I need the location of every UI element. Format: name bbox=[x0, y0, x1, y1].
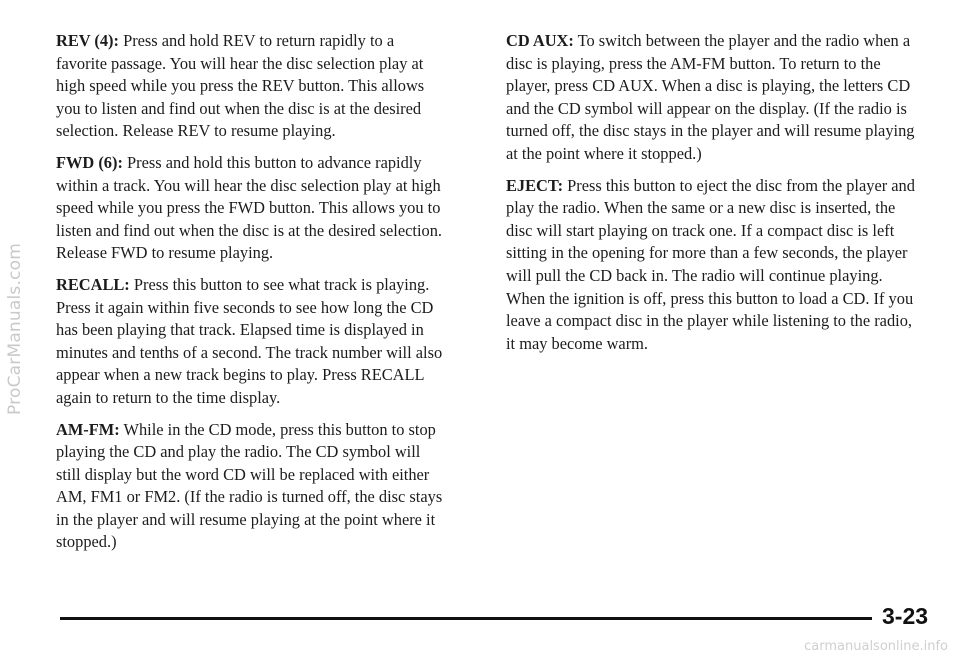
paragraph-rev bbox=[56, 30, 448, 143]
text-am-fm: While in the CD mode, press this button to stop playing the CD and play the radio. The CD symbol will still display but the word CD will be replaced with either AM, FM1 or FM2. (If the radio is turned off, the disc stays in the player and will resume playing at the point where it stopped.) bbox=[56, 419, 443, 552]
footer-rule bbox=[60, 617, 872, 620]
paragraph-am-fm bbox=[56, 419, 448, 555]
footer-site-watermark: carmanualsonline.info bbox=[804, 639, 948, 654]
left-column bbox=[56, 30, 448, 563]
side-watermark bbox=[2, 0, 28, 658]
text-recall: Press this button to see what track is playing. Press it again within five seconds to see how long the CD has been playing that track. Elapsed time is displayed in minutes and tenths of a second. The track number will also appear when a new track begins to play. Press RECALL again to return to the time display. bbox=[56, 274, 443, 407]
term-cd-aux: CD AUX: bbox=[506, 31, 574, 50]
paragraph-fwd bbox=[56, 152, 448, 265]
text-eject: Press this button to eject the disc from the player and play the radio. When the same or a new disc is inserted, the disc will start playing on track one. If a compact disc is left sitting in the opening for more than a few seconds, the player will pull the CD back in. The radio will continue playing. When the ignition is off, press this button to load a CD. If you leave a compact disc in the player while listening to the radio, it may become warm. bbox=[506, 175, 915, 353]
paragraph-cd-aux bbox=[506, 30, 920, 166]
term-recall: RECALL: bbox=[56, 274, 130, 294]
text-fwd: Press and hold this button to advance rapidly within a track. You will hear the disc selection play at high speed while you press the FWD button. This allows you to listen and find out when the disc is at the desired selection. Release FWD to resume playing. bbox=[56, 152, 442, 263]
watermark-text: ProCarManuals.com bbox=[5, 243, 25, 415]
paragraph-recall bbox=[56, 274, 448, 410]
term-eject: EJECT: bbox=[506, 175, 564, 195]
term-fwd: FWD (6): bbox=[56, 152, 123, 172]
page-number: 3-23 bbox=[882, 603, 929, 629]
paragraph-eject bbox=[506, 175, 920, 356]
text-cd-aux: To switch between the player and the radio when a disc is playing, press the AM-FM button. To return to the player, press CD AUX. When a disc is playing, the letters CD and the CD symbol will appear on the display. (If the radio is turned off, the disc stays in the player and will resume playing at the point where it stopped.) bbox=[506, 31, 915, 163]
right-column bbox=[506, 30, 920, 364]
term-am-fm: AM-FM: bbox=[56, 419, 120, 439]
term-rev: REV (4): bbox=[56, 31, 119, 50]
text-rev: Press and hold REV to return rapidly to a favorite passage. You will hear the disc selection play at high speed while you press the REV button. This allows you to listen and find out when the disc is at the desired selection. Release REV to resume playing. bbox=[56, 31, 425, 141]
